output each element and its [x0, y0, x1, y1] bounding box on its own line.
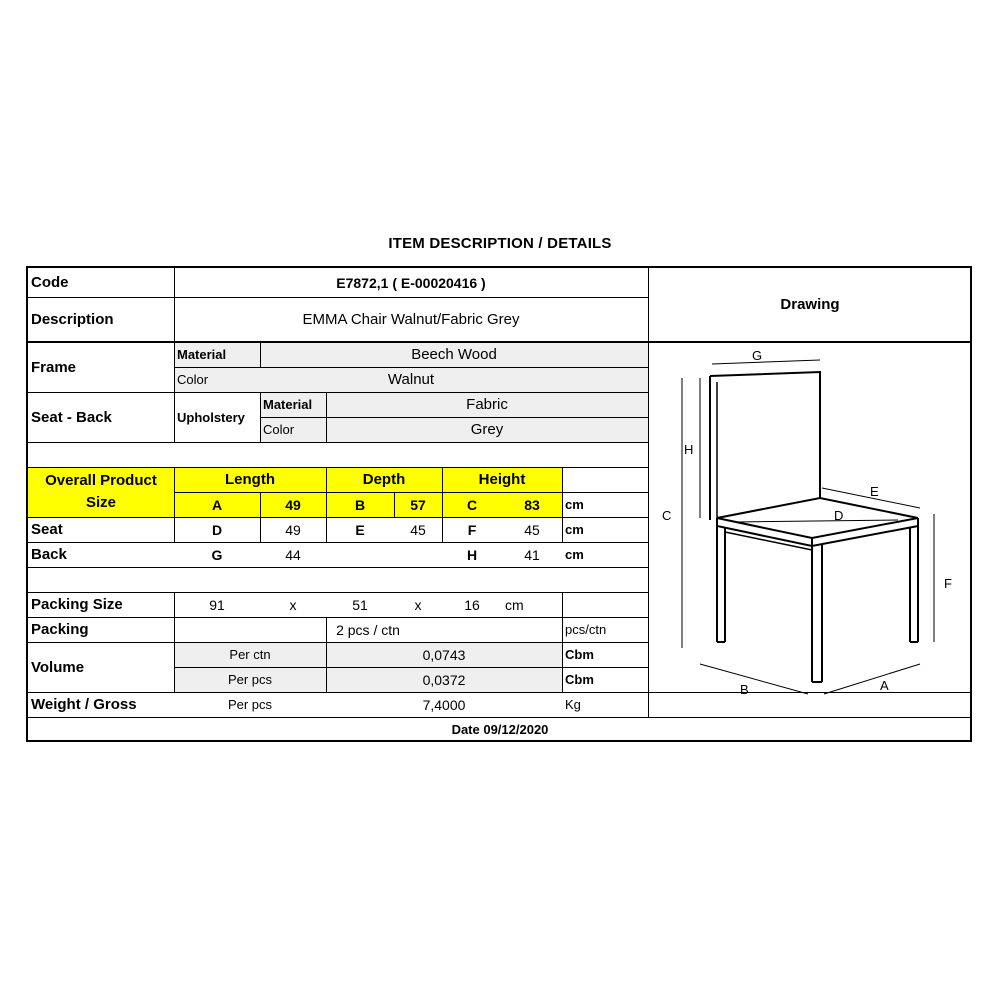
- packing-width: 51: [352, 596, 368, 613]
- dim-line-b: [700, 664, 808, 694]
- weight-value: 7,4000: [422, 696, 466, 713]
- length-header: Length: [225, 471, 275, 488]
- dim-letter-g: G: [211, 546, 223, 563]
- grid-line: [28, 567, 648, 568]
- seat-material-value: Fabric: [466, 396, 508, 413]
- chair-drawing: [648, 342, 970, 740]
- weight-per-pcs-label: Per pcs: [227, 697, 273, 712]
- code-value: E7872,1 ( E-00020416 ): [336, 274, 486, 291]
- seat-color-value: Grey: [470, 421, 504, 438]
- date-footer: Date 09/12/2020: [451, 722, 549, 737]
- frame-color-label: Color: [177, 372, 209, 387]
- chair-leg-left: [717, 526, 725, 642]
- description-value: EMMA Chair Walnut/Fabric Grey: [302, 310, 520, 328]
- volume-per-ctn-label: Per ctn: [229, 647, 271, 662]
- dim-letter-h: H: [466, 546, 478, 563]
- dim-letter-d: D: [211, 521, 223, 538]
- chair-back: [710, 372, 820, 498]
- packing-height: 16: [464, 596, 480, 613]
- frame-color-value: Walnut: [387, 371, 435, 388]
- document-title: ITEM DESCRIPTION / DETAILS: [388, 235, 612, 252]
- drawing-letter-a: A: [880, 678, 889, 693]
- dim-line-d: [736, 520, 898, 522]
- seat-material-label: Material: [263, 397, 313, 412]
- upholstery-label: Upholstery: [177, 409, 245, 425]
- back-unit: cm: [565, 547, 584, 562]
- frame-label: Frame: [31, 358, 77, 376]
- overall-size-label: [28, 467, 174, 517]
- back-row-label: Back: [31, 546, 67, 563]
- dim-value-g: 44: [285, 546, 301, 563]
- packing-length: 91: [209, 596, 225, 613]
- volume-per-ctn-unit: Cbm: [565, 647, 594, 662]
- frame-material-value: Beech Wood: [411, 346, 497, 363]
- overall-size-label-line2: Size: [85, 494, 116, 511]
- chair-leg-front: [812, 544, 822, 682]
- drawing-letter-b: B: [740, 682, 749, 697]
- drawing-label: Drawing: [780, 296, 840, 313]
- dim-letter-f: F: [467, 521, 477, 538]
- dim-line-g: [712, 360, 820, 364]
- packing-x-2: x: [414, 596, 422, 613]
- volume-per-pcs-unit: Cbm: [565, 672, 594, 687]
- code-label: Code: [31, 274, 69, 291]
- description-label: Description: [31, 310, 114, 328]
- dim-letter-b: B: [354, 496, 366, 513]
- seat-back-label: Seat - Back: [31, 408, 112, 426]
- drawing-letter-d: D: [834, 508, 844, 523]
- frame-material-label: Material: [177, 347, 227, 362]
- overall-size-label-line1: Overall Product: [45, 472, 157, 489]
- grid-line: [28, 442, 648, 443]
- dim-letter-c: C: [466, 496, 478, 513]
- dim-value-b: 57: [410, 496, 426, 513]
- dim-letter-a: A: [211, 496, 223, 513]
- depth-header: Depth: [362, 471, 406, 488]
- drawing-letter-f: F: [944, 576, 952, 591]
- packing-size-unit: cm: [505, 596, 524, 613]
- chair-outline: [710, 372, 918, 682]
- drawing-letter-g: G: [752, 348, 763, 363]
- seat-unit: cm: [565, 522, 584, 537]
- weight-unit: Kg: [565, 697, 581, 712]
- overall-unit: cm: [565, 497, 584, 512]
- seat-row-label: Seat: [31, 521, 63, 538]
- dim-value-h: 41: [524, 546, 540, 563]
- dim-value-d: 49: [285, 521, 301, 538]
- volume-per-ctn-value: 0,0743: [422, 646, 466, 663]
- dim-value-c: 83: [524, 496, 540, 513]
- weight-label: Weight / Gross: [31, 696, 137, 713]
- height-header: Height: [478, 471, 526, 488]
- volume-per-pcs-value: 0,0372: [422, 671, 466, 688]
- volume-per-pcs-label: Per pcs: [227, 672, 273, 687]
- packing-label: Packing: [31, 621, 89, 638]
- packing-size-label: Packing Size: [31, 596, 123, 613]
- dim-value-f: 45: [524, 521, 540, 538]
- drawing-letter-e: E: [870, 484, 879, 499]
- drawing-letter-h: H: [684, 442, 694, 457]
- dim-value-a: 49: [285, 496, 301, 513]
- packing-x-1: x: [289, 596, 297, 613]
- chair-leg-right: [910, 526, 918, 642]
- dim-value-e: 45: [410, 521, 426, 538]
- dimension-letters: [662, 348, 952, 697]
- packing-value: 2 pcs / ctn: [336, 621, 400, 638]
- packing-unit: pcs/ctn: [565, 622, 607, 637]
- volume-label: Volume: [31, 658, 85, 676]
- dim-letter-e: E: [355, 521, 365, 538]
- seat-color-label: Color: [263, 422, 295, 437]
- drawing-letter-c: C: [662, 508, 672, 523]
- dim-line-a: [824, 664, 920, 694]
